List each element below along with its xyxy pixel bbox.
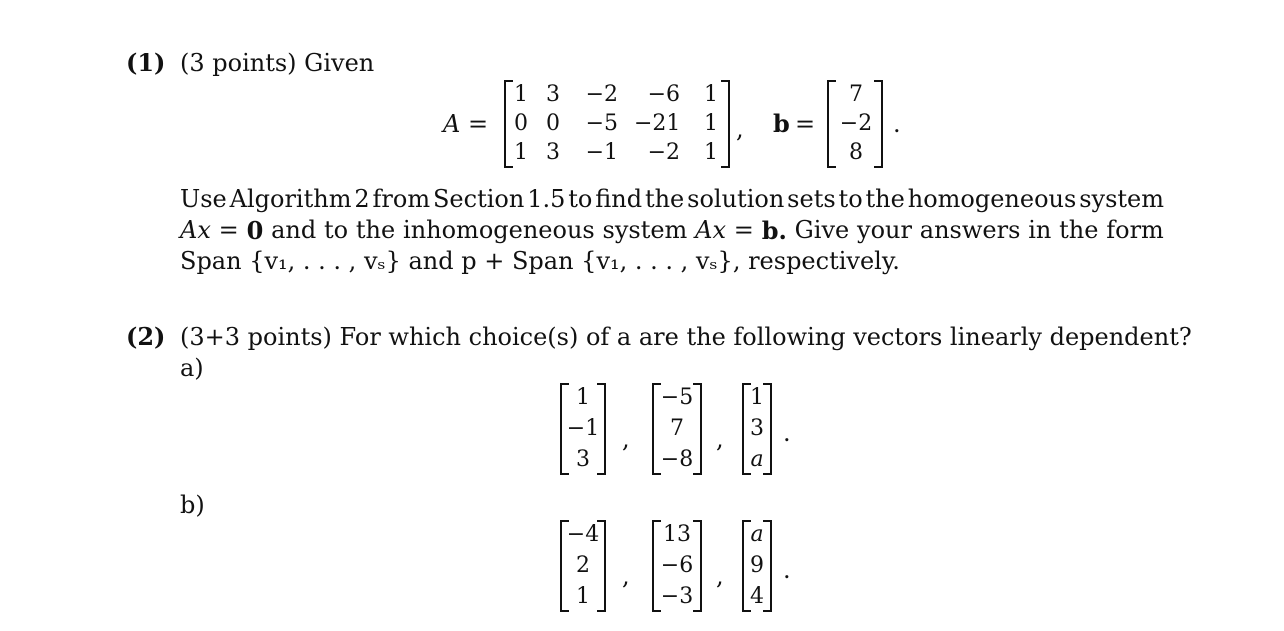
vector-entry: 3 xyxy=(750,416,764,441)
matrix-a-cell: 0 xyxy=(514,111,528,136)
vector-entry: −6 xyxy=(660,553,694,578)
part-a-vector-3 xyxy=(742,383,772,475)
vector-entry: 3 xyxy=(576,447,590,472)
part-a-vector-2 xyxy=(652,383,702,475)
matrix-separator-comma: , xyxy=(736,115,744,143)
matrix-a-label: A = xyxy=(443,110,489,138)
part-b-vector-1 xyxy=(560,520,606,612)
matrix-a-cell: 1 xyxy=(704,140,718,165)
vector-comma: , xyxy=(716,562,724,590)
matrix-a-cell: −5 xyxy=(585,111,618,136)
instruction-line-1: Use Algorithm 2 from Section 1.5 to find the solution sets to the homogeneous system xyxy=(180,185,1164,213)
vector-entry: −3 xyxy=(660,584,694,609)
matrix-a-cell: 1 xyxy=(704,111,718,136)
vector-b-label: b xyxy=(773,109,790,138)
vector-entry: 13 xyxy=(663,522,691,547)
instruction-line-3: Span {v₁, . . . , vₛ} and p + Span {v₁, . . . , vₛ}, respectively. xyxy=(180,247,900,275)
vector-entry: −4 xyxy=(566,522,600,547)
vector-entry: a xyxy=(750,447,764,472)
matrix-a-cell: 1 xyxy=(514,82,528,107)
vector-b-entry: 7 xyxy=(849,82,863,107)
vector-comma: , xyxy=(622,562,630,590)
part-b-label: b) xyxy=(180,491,205,519)
vector-entry: 1 xyxy=(750,385,764,410)
matrix-a-cell: 3 xyxy=(546,82,560,107)
vector-entry: 7 xyxy=(670,416,684,441)
problem-1-number: (1) xyxy=(126,48,166,77)
vector-entry: 1 xyxy=(576,584,590,609)
matrix-a-cell: 0 xyxy=(546,111,560,136)
matrix-a xyxy=(504,80,730,168)
part-b-vector-3 xyxy=(742,520,772,612)
vector-entry: −8 xyxy=(660,447,694,472)
part-a-label: a) xyxy=(180,354,204,382)
vector-entry: a xyxy=(750,522,764,547)
vector-b-entry: 8 xyxy=(849,140,863,165)
vector-entry: 9 xyxy=(750,553,764,578)
instruction-line-2: Ax = 0 and to the inhomogeneous system Ax = b. Give your answers in the form xyxy=(180,216,1164,245)
vectors-period: . xyxy=(783,419,791,447)
vector-b xyxy=(827,80,883,168)
vector-entry: 2 xyxy=(576,553,590,578)
matrix-a-cell: −2 xyxy=(647,140,680,165)
vector-entry: 4 xyxy=(750,584,764,609)
vectors-period: . xyxy=(783,556,791,584)
matrix-a-cell: −21 xyxy=(634,111,681,136)
matrix-a-cell: −1 xyxy=(585,140,618,165)
problem-1-instructions xyxy=(180,184,1164,277)
vector-entry: −1 xyxy=(566,416,600,441)
matrix-a-row-3 xyxy=(506,80,728,168)
vector-b-period: . xyxy=(893,110,901,138)
matrix-a-cell: 3 xyxy=(546,140,560,165)
vector-comma: , xyxy=(716,425,724,453)
part-a-vector-1 xyxy=(560,383,606,475)
vector-comma: , xyxy=(622,425,630,453)
matrix-a-cell: 1 xyxy=(514,140,528,165)
vector-entry: 1 xyxy=(576,385,590,410)
part-b-vector-2 xyxy=(652,520,702,612)
problem-2-number: (2) xyxy=(126,322,166,351)
matrix-a-cell: 1 xyxy=(704,82,718,107)
matrix-a-cell: −2 xyxy=(585,82,618,107)
matrix-a-cell: −6 xyxy=(647,82,680,107)
vector-b-entry: −2 xyxy=(839,111,873,136)
problem-2-question: (3+3 points) For which choice(s) of a are the following vectors linearly dependent? xyxy=(180,323,1192,351)
vector-entry: −5 xyxy=(660,385,694,410)
problem-1-points: (3 points) Given xyxy=(180,49,375,77)
vector-b-equals: = xyxy=(795,110,816,138)
